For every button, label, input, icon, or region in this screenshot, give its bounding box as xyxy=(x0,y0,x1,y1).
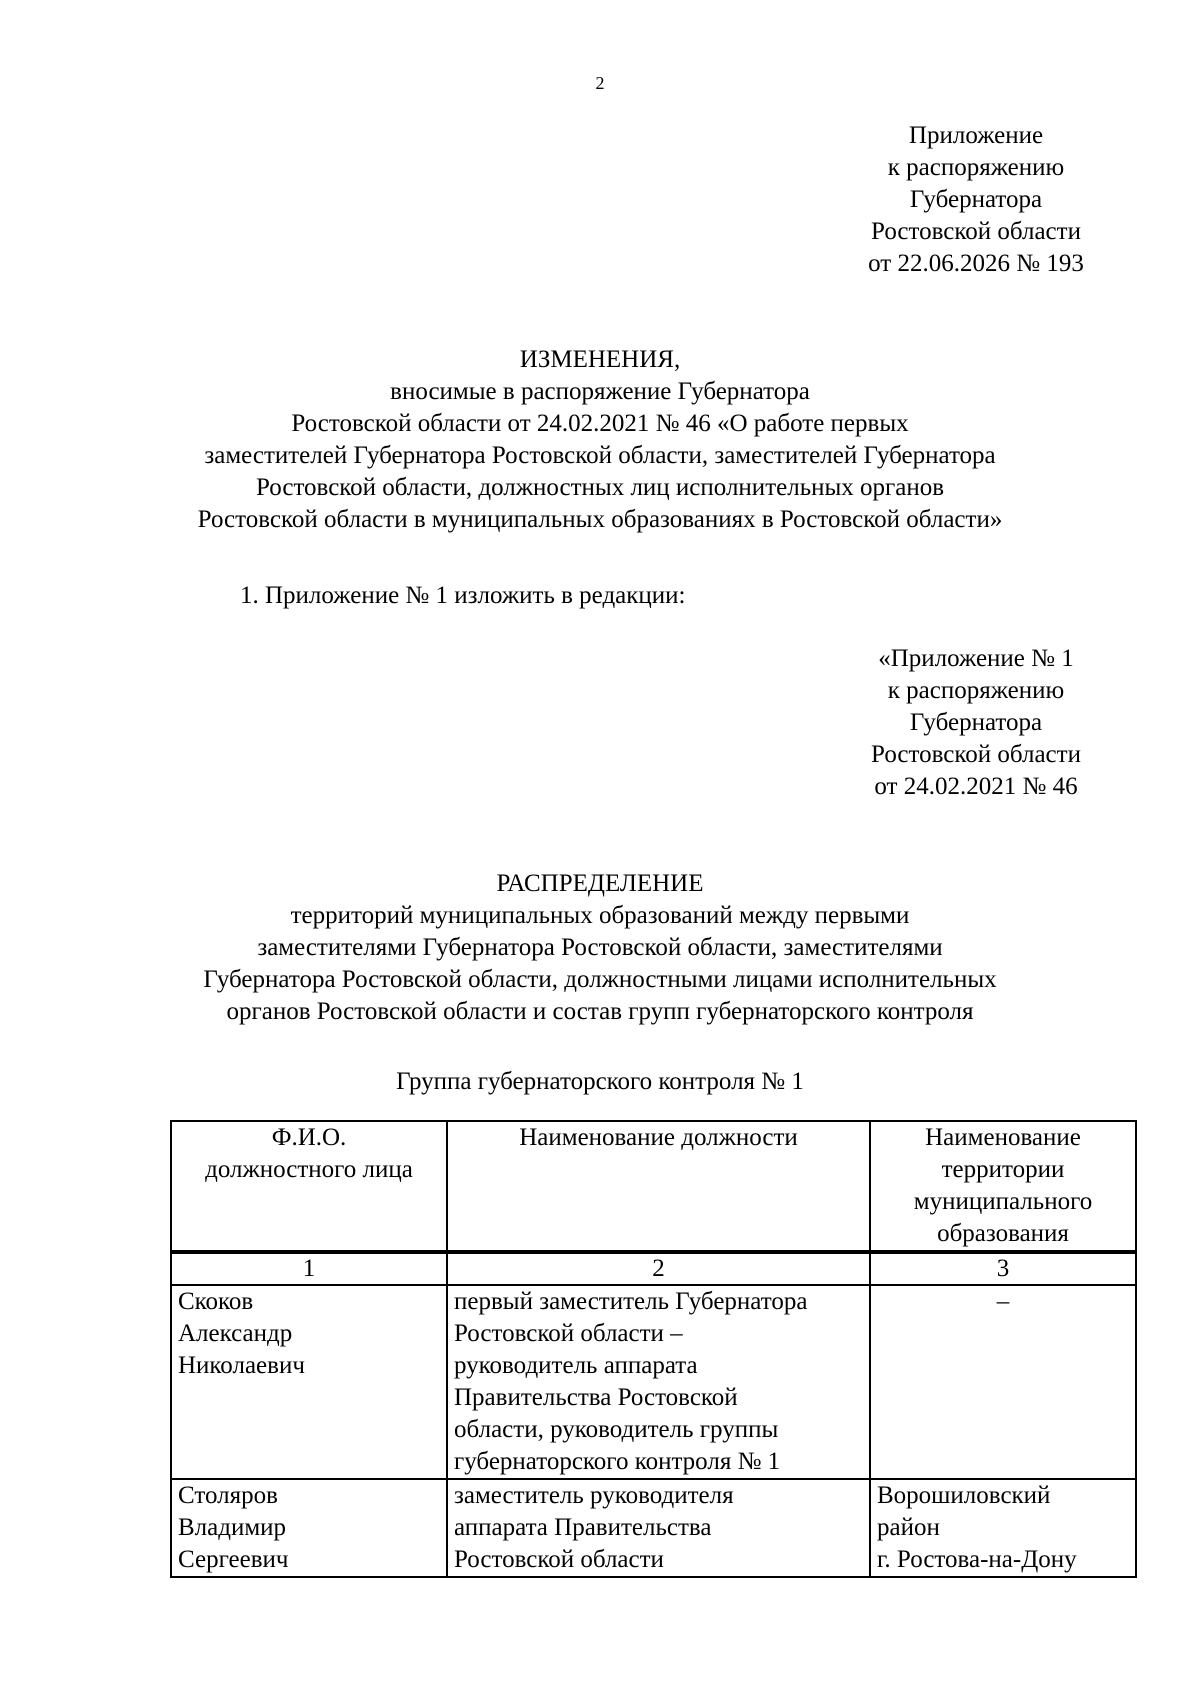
distribution-line: органов Ростовской области и состав групп губернаторского контроля xyxy=(226,998,974,1025)
header-text: Ф.И.О. xyxy=(271,1124,347,1151)
header-cell-name xyxy=(171,1121,447,1252)
appendix-line: Ростовской области xyxy=(871,218,1081,245)
official-position xyxy=(447,1479,870,1577)
inner-appendix-line: к распоряжению xyxy=(887,677,1065,704)
column-number: 2 xyxy=(447,1252,870,1285)
territory-line: – xyxy=(996,1288,1010,1315)
name-line: Владимир xyxy=(178,1514,287,1541)
position-line: Ростовской области – xyxy=(454,1320,683,1347)
position-line: губернаторского контроля № 1 xyxy=(454,1448,781,1475)
appendix-line: от 22.06.2026 № 193 xyxy=(868,250,1084,277)
territory-line: Ворошиловский xyxy=(877,1482,1051,1509)
official-name xyxy=(171,1285,447,1479)
header-cell-territory xyxy=(870,1121,1136,1252)
name-line: Столяров xyxy=(178,1482,278,1509)
header-text: образования xyxy=(937,1220,1069,1247)
changes-line: Ростовской области в муниципальных образованиях в Ростовской области» xyxy=(197,506,1003,533)
header-text: муниципального xyxy=(913,1188,1093,1215)
name-line: Сергеевич xyxy=(178,1546,289,1573)
territory-line: район xyxy=(877,1514,940,1541)
changes-line: заместителей Губернатора Ростовской области, заместителей Губернатора xyxy=(204,442,996,469)
header-text: территории xyxy=(941,1156,1065,1183)
position-line: руководитель аппарата xyxy=(454,1352,698,1379)
page-number: 2 xyxy=(595,73,605,93)
header-text: Наименование должности xyxy=(519,1124,798,1151)
distribution-title xyxy=(0,868,1200,1028)
inner-appendix-line: от 24.02.2021 № 46 xyxy=(874,773,1078,800)
inner-appendix-line: «Приложение № 1 xyxy=(878,645,1074,672)
position-line: аппарата Правительства xyxy=(454,1514,712,1541)
official-territory xyxy=(870,1479,1136,1577)
official-territory xyxy=(870,1285,1136,1479)
group-title: Группа губернаторского контроля № 1 xyxy=(396,1068,804,1095)
distribution-heading: РАСПРЕДЕЛЕНИЕ xyxy=(496,870,704,897)
official-name xyxy=(171,1479,447,1577)
table-row xyxy=(171,1479,1136,1577)
paragraph-1: 1. Приложение № 1 изложить в редакции: xyxy=(240,582,686,609)
position-line: Ростовской области xyxy=(454,1546,664,1573)
appendix-line: Губернатора xyxy=(909,186,1043,213)
territory-line: г. Ростова-на-Дону xyxy=(877,1546,1077,1573)
header-text: должностного лица xyxy=(205,1156,413,1183)
changes-line: Ростовской области от 24.02.2021 № 46 «О работе первых xyxy=(291,410,909,437)
name-line: Николаевич xyxy=(178,1352,305,1379)
distribution-line: территорий муниципальных образований между первыми xyxy=(290,902,910,929)
position-line: заместитель руководителя xyxy=(454,1482,734,1509)
appendix-line: Приложение xyxy=(908,122,1044,149)
officials-table xyxy=(170,1120,1137,1578)
table-row xyxy=(171,1285,1136,1479)
official-position xyxy=(447,1285,870,1479)
position-line: первый заместитель Губернатора xyxy=(454,1288,808,1315)
changes-line: Ростовской области, должностных лиц исполнительных органов xyxy=(255,474,945,501)
appendix-line: к распоряжению xyxy=(887,154,1065,181)
header-cell-position xyxy=(447,1121,870,1252)
changes-line: вносимые в распоряжение Губернатора xyxy=(390,378,810,405)
column-number-row xyxy=(171,1252,1136,1285)
header-text: Наименование xyxy=(925,1124,1081,1151)
distribution-line: Губернатора Ростовской области, должностными лицами исполнительных xyxy=(203,966,997,993)
position-line: области, руководитель группы xyxy=(454,1416,779,1443)
name-line: Александр xyxy=(178,1320,293,1347)
column-number: 3 xyxy=(870,1252,1136,1285)
column-number: 1 xyxy=(171,1252,447,1285)
changes-heading: ИЗМЕНЕНИЯ, xyxy=(519,346,681,373)
name-line: Скоков xyxy=(178,1288,254,1315)
inner-appendix-line: Губернатора xyxy=(909,709,1043,736)
changes-title xyxy=(0,344,1200,536)
appendix-header xyxy=(766,120,1186,280)
inner-appendix-header xyxy=(766,643,1186,803)
position-line: Правительства Ростовской xyxy=(454,1384,738,1411)
inner-appendix-line: Ростовской области xyxy=(871,741,1081,768)
table-header-row xyxy=(171,1121,1136,1252)
distribution-line: заместителями Губернатора Ростовской области, заместителями xyxy=(257,934,943,961)
